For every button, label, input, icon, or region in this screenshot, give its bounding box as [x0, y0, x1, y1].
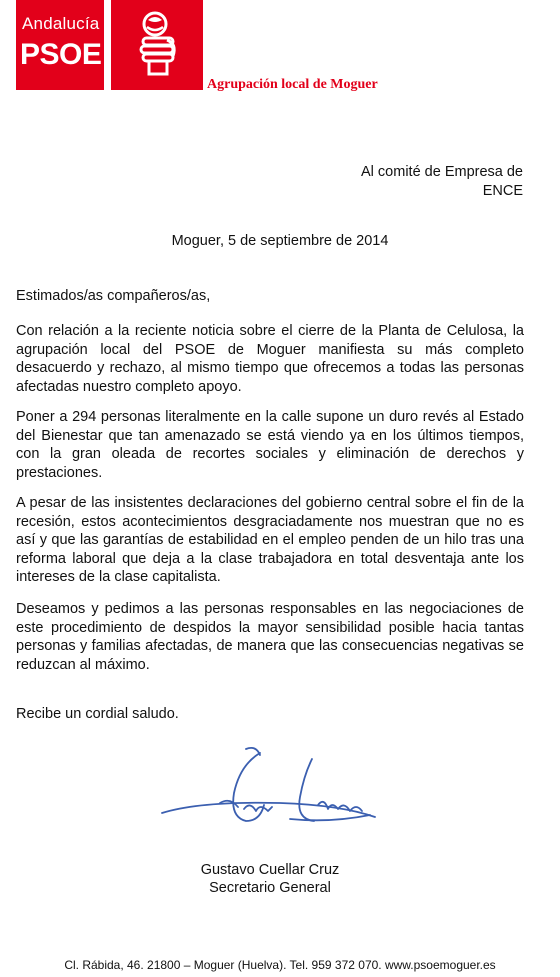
closing-greeting: Recibe un cordial saludo. — [16, 706, 179, 722]
paragraph-2: Poner a 294 personas literalmente en la calle supone un duro revés al Estado del Bienestar que tan amenazado se está viendo ya en los últimos tiempos, con la gran oleada de recortes sociales y eliminación de derechos y prestaciones. — [16, 409, 524, 481]
paragraph-4: Deseamos y pedimos a las personas responsables en las negociaciones de este procedimiento de despidos la mayor sensibilidad posible hacia tantas personas y familias afectadas, de manera que las consecuencias negativas se reduzcan al máximo. — [16, 601, 524, 673]
logo-region-text: Andalucía — [22, 14, 100, 33]
letter-date: Moguer, 5 de septiembre de 2014 — [171, 233, 389, 249]
logo-party-text: PSOE — [20, 38, 102, 71]
recipient-line-2: ENCE — [482, 183, 523, 199]
signer-name: Gustavo Cuellar Cruz — [200, 862, 340, 878]
paragraph-1: Con relación a la reciente noticia sobre el cierre de la Planta de Celulosa, la agrupación local del PSOE de Moguer manifiesta su más completo desacuerdo y rechazo, al mismo tiempo que ofrecemos a todas las personas afectadas nuestro completo apoyo. — [16, 323, 524, 395]
fist-and-rose-icon-graphic — [131, 10, 183, 80]
handwritten-signature — [160, 745, 390, 840]
footer-address: Cl. Rábida, 46. 21800 – Moguer (Huelva). Tel. 959 372 070. www.psoemoguer.es — [64, 958, 496, 972]
signer-title: Secretario General — [209, 880, 331, 896]
psoe-andalucia-logo — [16, 0, 104, 90]
paragraph-3: A pesar de las insistentes declaraciones del gobierno central sobre el fin de la recesión, estos acontecimientos desgraciadamente nos muestran que no es así y que las garantías de estabilidad en el empleo penden de un hilo tras una reforma laboral que deja a la clase trabajadora en total desventaja ante los intereses de la clase capitalista. — [16, 495, 524, 585]
recipient-line-1: Al comité de Empresa de — [361, 164, 523, 180]
salutation: Estimados/as compañeros/as, — [16, 288, 211, 304]
agrupacion-local-title: Agrupación local de Moguer — [207, 77, 378, 92]
fist-and-rose-icon — [111, 0, 203, 90]
